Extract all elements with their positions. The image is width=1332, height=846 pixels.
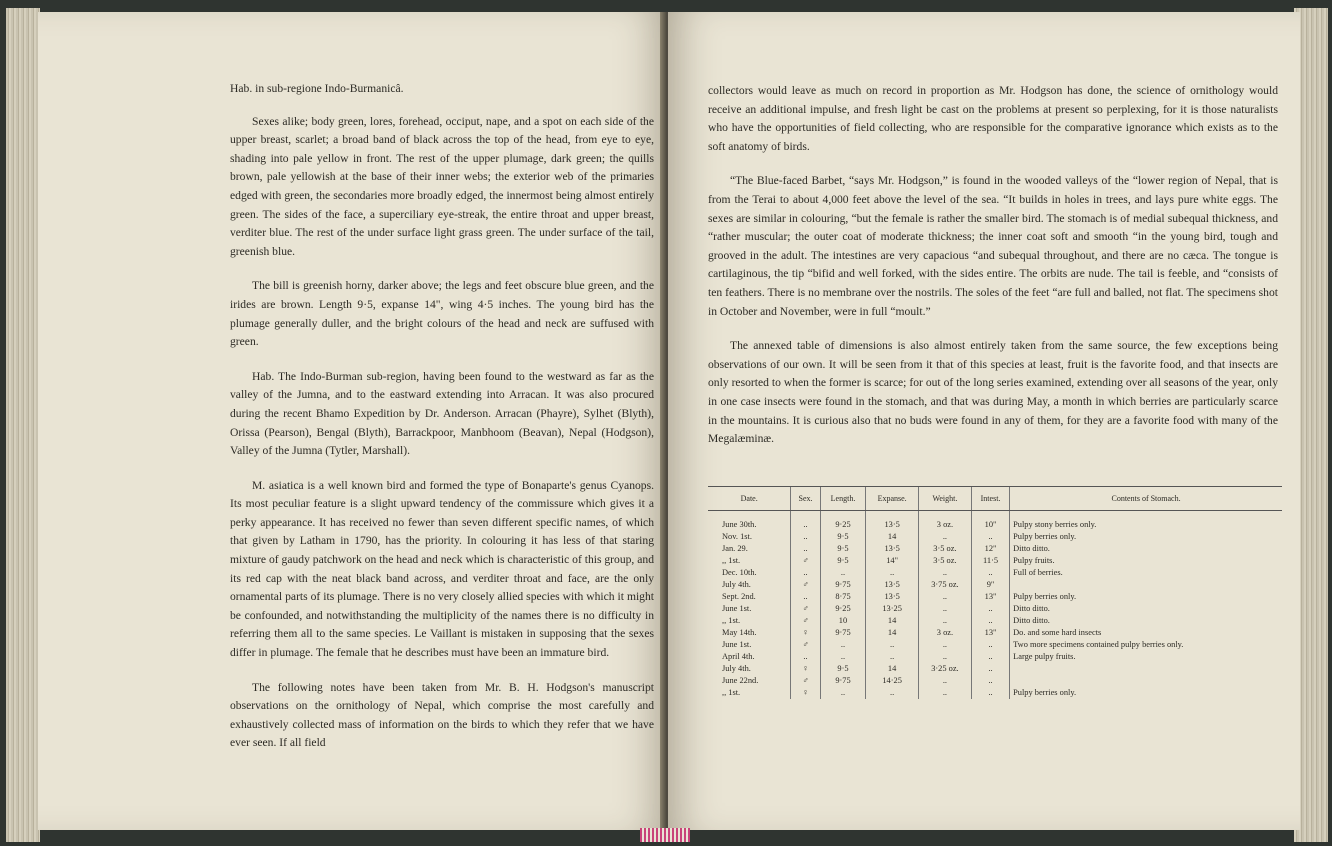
paragraph-notes: The following notes have been taken from Mr. B. H. Hodgson's manuscript observations on the ornithology of Nepal, which comprise the most carefully and exhaustively collected mass of information on the birds to which they refer that we have ever seen. If all field [230,680,654,750]
cell-expanse: 13·25 [866,603,919,615]
cell-expanse: 14·25 [866,675,919,687]
paragraph-collectors: collectors would leave as much on record in proportion as Mr. Hodgson has done, the science of ornithology would receive an additional impulse, and fresh light be cast on the problems at present so perplexing, for it is those naturalists who have the opportunities of field collecting, who are responsible for the comparative ignorance which exists as to the soft anatomy of birds. [708,84,1278,153]
cell-length: .. [820,639,866,651]
cell-sex: ♀ [791,687,820,699]
table-row [708,675,1282,687]
cell-date: Sept. 2nd. [722,592,756,602]
left-page [38,12,666,830]
table-row [708,627,1282,639]
paragraph-table-intro: The annexed table of dimensions is also almost entirely taken from the same source, the few exceptions being observations of our own. It will be seen from it that of this species at least, fruit is the favorite food, and that insects are only resorted to when the former is scarce; for out of the long series examined, extending over all seasons of the year, only in one case insects were found in the stomach, and that was during May, a month in which berries are particularly scarce in the mountains. It is curious also that no buds were found in any of them, for they are a favorite food with many of the Megalæminæ. [708,339,1278,446]
cell-contents: Pulpy fruits. [1010,555,1282,567]
cell-date: June 1st. [722,640,752,650]
cell-date: Nov. 1st. [722,532,752,542]
cell-sex: .. [791,531,820,543]
cell-length: 9·5 [820,663,866,675]
cell-date: Jan. 29. [722,544,748,554]
cell-sex: ♂ [791,603,820,615]
cell-expanse: 14 [866,627,919,639]
cell-intest: .. [971,567,1009,579]
cell-weight: .. [918,567,971,579]
header-date: Date. [708,487,791,511]
cell-contents: Pulpy berries only. [1010,591,1282,603]
paragraph-habitat: Hab. The Indo-Burman sub-region, having been found to the westward as far as the valley of the Jumna, and to the eastward extending into Arracan. It was also procured during the recent Bhamo Expedition by Dr. Anderson. Arracan (Phayre), Sylhet (Blyth), Orissa (Pearson), Bengal (Blyth), Barrackpoor, Manbhoom (Beavan), Nepal (Hodgson), Valley of the Jumna (Tytler, Marshall). [230,369,654,458]
cell-contents: Two more specimens contained pulpy berries only. [1010,639,1282,651]
cell-intest: .. [971,651,1009,663]
paragraph-hodgson-quote: “The Blue-faced Barbet, “says Mr. Hodgson,” is found in the wooded valleys of the “lower region of Nepal, that is from the Terai to about 4,000 feet above the level of the sea. “It builds in holes in trees, and lays pure white eggs. The sexes are similar in colouring, “but the female is rather the smaller bird. The stomach is of medial subequal thickness, and “rather muscular; the outer coat of moderate thickness; the inner coat soft and smooth “in the young bird, tough and grooved in the adult. The intestines are very capacious “and subequal throughout, and there are no cæca. The tongue is cartilaginous, the tip “bifid and well forked, with the sides entire. The orbits are nude. The tail is feeble, and “consists of ten feathers. There is no membrane over the nostrils. The soles of the feet “are full and balled, not flat. The specimens shot in October and November, were in full “moult.” [708,174,1278,318]
paragraph-description: Sexes alike; body green, lores, forehead, occiput, nape, and a spot on each side of the upper breast, scarlet; a broad band of black across the top of the head, from eye to eye, shading into pale yellow in front. The rest of the upper plumage, dark green; the quills brown, pale yellowish at the base of their inner webs; the exterior web of the primaries edged with green, the secondaries more broadly edged, the innermost being almost entirely green. The sides of the face, a superciliary eye-streak, the entire throat and upper breast, verditer blue. The rest of the under surface light grass green. The under surface of the tail, greenish blue. [230,114,654,258]
cell-contents: Full of berries. [1010,567,1282,579]
cell-intest: .. [971,615,1009,627]
cell-date: June 22nd. [722,676,759,686]
left-page-text [230,80,654,769]
header-length: Length. [820,487,866,511]
table-row [708,511,1282,532]
cell-weight: 3·5 oz. [918,555,971,567]
cell-length: 10 [820,615,866,627]
cell-sex: .. [791,543,820,555]
cell-date: May 14th. [722,628,757,638]
cell-sex: ♂ [791,579,820,591]
cell-length: 9·5 [820,543,866,555]
cell-contents: Ditto ditto. [1010,603,1282,615]
cell-expanse: 14 [866,663,919,675]
cell-weight: 3·5 oz. [918,543,971,555]
table-header-row [708,487,1282,511]
cell-intest: .. [971,639,1009,651]
cell-sex: ♂ [791,675,820,687]
cell-sex: .. [791,591,820,603]
cell-sex: ♀ [791,663,820,675]
cell-intest: .. [971,675,1009,687]
cell-intest: 13" [971,627,1009,639]
table-row [708,591,1282,603]
cell-contents: Do. and some hard insects [1010,627,1282,639]
cell-date: July 4th. [722,580,751,590]
cell-sex: .. [791,511,820,532]
header-sex: Sex. [791,487,820,511]
cell-date: June 1st. [722,604,752,614]
cell-length: 9·25 [820,511,866,532]
cell-expanse: 13·5 [866,591,919,603]
table-row [708,615,1282,627]
cell-expanse: .. [866,639,919,651]
cell-expanse: 14 [866,531,919,543]
cell-weight: .. [918,591,971,603]
cell-intest: 10" [971,511,1009,532]
header-contents: Contents of Stomach. [1010,487,1282,511]
cell-sex: ♂ [791,615,820,627]
cell-date: ,, 1st. [722,556,741,566]
cell-length: .. [820,687,866,699]
cell-weight: .. [918,615,971,627]
table-row [708,663,1282,675]
cell-intest: 12" [971,543,1009,555]
cell-length: 9·5 [820,555,866,567]
cell-intest: .. [971,603,1009,615]
cell-expanse: .. [866,651,919,663]
cell-expanse: 13·5 [866,543,919,555]
paragraph-bill: The bill is greenish horny, darker above; the legs and feet obscure blue green, and the irides are brown. Length 9·5, expanse 14", wing 4·5 inches. The young bird has the plumage generally duller, and the bright colours of the head and neck are suffused with green. [230,279,654,349]
cell-sex: ♀ [791,627,820,639]
cell-expanse: .. [866,687,919,699]
table-row [708,555,1282,567]
dimensions-table [708,486,1282,699]
cell-date: ,, 1st. [722,688,741,698]
table-row [708,639,1282,651]
table-body [708,511,1282,700]
right-page [668,12,1300,830]
cell-intest: .. [971,687,1009,699]
cell-weight: .. [918,675,971,687]
cell-length: 9·25 [820,603,866,615]
cell-sex: .. [791,651,820,663]
cell-length: 9·75 [820,627,866,639]
bookmark-ribbon [640,828,690,842]
cell-intest: .. [971,531,1009,543]
table-row [708,567,1282,579]
table-row [708,579,1282,591]
cell-sex: .. [791,567,820,579]
cell-weight: .. [918,651,971,663]
cell-contents: Ditto ditto. [1010,543,1282,555]
cell-weight: 3·75 oz. [918,579,971,591]
cell-contents: Pulpy berries only. [1010,531,1282,543]
table-row [708,651,1282,663]
header-intest: Intest. [971,487,1009,511]
cell-date: July 4th. [722,664,751,674]
right-page-text [708,82,1278,465]
cell-contents: Ditto ditto. [1010,615,1282,627]
cell-length: 9·75 [820,579,866,591]
cell-weight: 3 oz. [918,511,971,532]
table-row [708,603,1282,615]
cell-contents [1010,579,1282,591]
cell-length: 9·5 [820,531,866,543]
cell-date: ,, 1st. [722,616,741,626]
cell-sex: ♂ [791,639,820,651]
cell-weight: .. [918,687,971,699]
cell-length: 8·75 [820,591,866,603]
table-row [708,543,1282,555]
cell-expanse: 14" [866,555,919,567]
cell-expanse: 14 [866,615,919,627]
cell-date: June 30th. [722,520,757,530]
table-row [708,687,1282,699]
cell-weight: .. [918,639,971,651]
cell-date: April 4th. [722,652,755,662]
cell-weight: .. [918,603,971,615]
cell-expanse: .. [866,567,919,579]
header-weight: Weight. [918,487,971,511]
cell-expanse: 13·5 [866,511,919,532]
table-row [708,531,1282,543]
hab-heading: Hab. in sub-regione Indo-Burmanicâ. [230,82,404,95]
paragraph-asiatica: M. asiatica is a well known bird and formed the type of Bonaparte's genus Cyanops. Its most peculiar feature is a slight upward tendency of the commissure which gives it a perky appearance. It has received no fewer than seven different specific names, of which that given by Latham in 1790, has the priority. In colouring it has less of that staring mixture of gaudy patchwork on the head and neck which is characteristic of this group, and its red cap with the neat black band across, and verditer throat and face, are the only ornamental parts of its plumage. There is no very closely allied species with which it might be confounded, and notwithstanding the multiplicity of the names there is no difficulty in referring them all to the same species. Le Vaillant is mistaken in supposing that the sexes differ in plumage. The female that he describes must have been an immature bird. [230,478,654,660]
cell-weight: .. [918,531,971,543]
header-expanse: Expanse. [866,487,919,511]
cell-intest: .. [971,663,1009,675]
cell-weight: 3 oz. [918,627,971,639]
cell-intest: 9" [971,579,1009,591]
cell-intest: 11·5 [971,555,1009,567]
cell-length: .. [820,651,866,663]
cell-length: 9·75 [820,675,866,687]
cell-intest: 13" [971,591,1009,603]
cell-contents [1010,663,1282,675]
cell-expanse: 13·5 [866,579,919,591]
cell-contents [1010,675,1282,687]
cell-sex: ♂ [791,555,820,567]
cell-length: .. [820,567,866,579]
cell-weight: 3·25 oz. [918,663,971,675]
cell-contents: Pulpy stony berries only. [1010,511,1282,532]
cell-date: Dec. 10th. [722,568,757,578]
left-page-edges [6,8,40,842]
cell-contents: Pulpy berries only. [1010,687,1282,699]
cell-contents: Large pulpy fruits. [1010,651,1282,663]
